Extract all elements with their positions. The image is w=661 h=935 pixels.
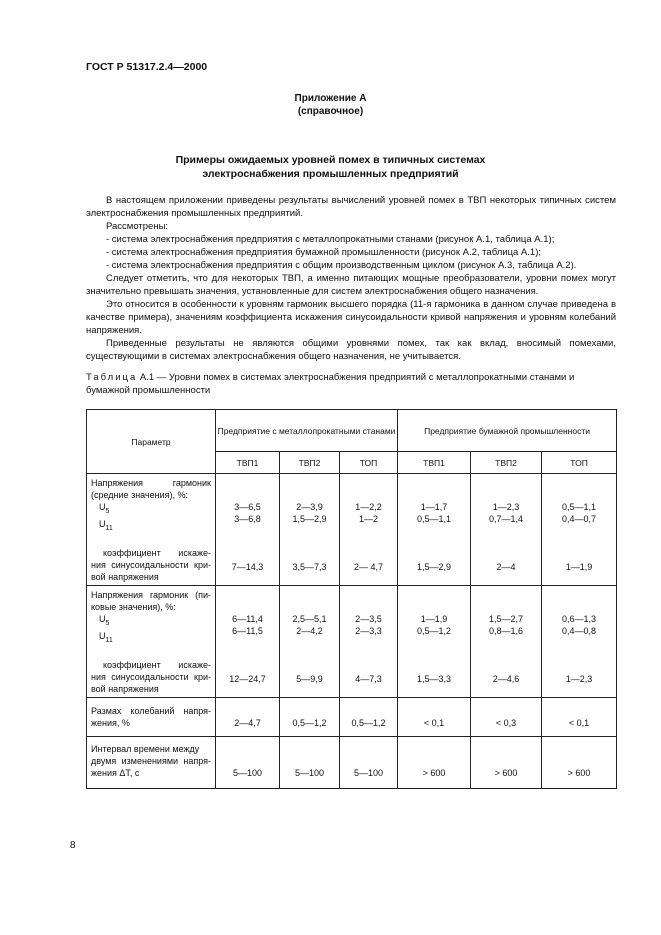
param-label: вой напряжения (91, 684, 159, 694)
param-cell (87, 698, 216, 737)
col-header: ТОП (340, 452, 398, 474)
group-header-paper: Предприятие бумажной промышленности (398, 410, 617, 452)
param-header: Параметр (87, 410, 216, 474)
paragraph: Следует отметить, что для некоторых ТВП, а именно питающих мощные преобразователи, уровни помех могут значительно превышать значения, установленные для систем электроснабжения общего назначения. (86, 273, 616, 297)
value-cell: 0,5—1,2 (280, 698, 340, 737)
interference-table (86, 409, 617, 789)
param-label: коэффициент искаже- (103, 660, 211, 670)
table-row (87, 698, 617, 737)
param-label: ковые значения), %: (91, 602, 176, 612)
value-cell: 2—4,7 (216, 698, 280, 737)
value-cell: 5—100 (340, 737, 398, 789)
value-cell: 2—3,5 2—3,3 4—7,3 (340, 586, 398, 698)
paragraph: Это относится в особенности к уровням гармоник высшего порядка (11-я гармоника в данном случае приведена в качестве примера), значениям коэффициента искажения синусоидальности кривой напряжения и уровням колебаний напряжения. (86, 299, 616, 336)
value-cell: 3—6,5 3—6,8 7—14,3 (216, 474, 280, 586)
value-cell: 1—2,3 0,7—1,4 2—4 (471, 474, 542, 586)
param-label: Напряжения гармоник (91, 478, 211, 488)
param-label: (средние значения), %: (91, 490, 189, 500)
col-header: ТОП (542, 452, 617, 474)
value-cell: 2—3,9 1,5—2,9 3,5—7,3 (280, 474, 340, 586)
value-cell: > 600 (542, 737, 617, 789)
page-number: 8 (70, 840, 76, 851)
param-label: ния синусоидальности кри- (91, 560, 211, 570)
value-cell: 5—100 (216, 737, 280, 789)
document-header: ГОСТ Р 51317.2.4—2000 (86, 61, 208, 73)
list-item: - система электроснабжения предприятия с общим производственным циклом (рисунок А.3, таблица А.2). (106, 260, 577, 271)
caption-text: А.1 — Уровни помех в системах электроснабжения предприятий с металлопрокатными станами и бумажной промышленности (86, 372, 575, 396)
appendix-title: Приложение А (294, 93, 367, 104)
param-label: Размах колебаний напря- (91, 706, 211, 716)
col-header: ТВП1 (398, 452, 471, 474)
param-label: Напряжения гармоник (пи- (91, 590, 211, 600)
value-cell: > 600 (398, 737, 471, 789)
paragraph: Рассмотрены: (106, 221, 169, 232)
table-row (87, 474, 617, 586)
list-item: - система электроснабжения предприятия бумажной промышленности (рисунок А.2, таблица А.1); (106, 247, 541, 258)
value-cell: 1—2,2 1—2 2— 4,7 (340, 474, 398, 586)
param-label: вой напряжения (91, 572, 159, 582)
value-cell: 0,5—1,1 0,4—0,7 1—1,9 (542, 474, 617, 586)
value-cell: 5—100 (280, 737, 340, 789)
param-cell (87, 737, 216, 789)
param-label: двумя изменениями напря- (91, 756, 211, 766)
u5-label: $U_5$ (99, 614, 110, 627)
param-label: Интервал времени между (91, 744, 200, 754)
value-cell: 0,5—1,2 (340, 698, 398, 737)
value-cell: 1—1,9 0,5—1,2 1,5—3,3 (398, 586, 471, 698)
value-cell: < 0,1 (542, 698, 617, 737)
param-label: ния синусоидальности кри- (91, 672, 211, 682)
value-cell: 6—11,4 6—11,5 12—24,7 (216, 586, 280, 698)
u5-label: $U_5$ (99, 502, 110, 515)
paragraph: Приведенные результаты не являются общими уровнями помех, так как вклад, вносимый помехами, существующими в системах электроснабжения общего назначения, не учитывается. (86, 338, 616, 362)
value-cell: 1—1,7 0,5—1,1 1,5—2,9 (398, 474, 471, 586)
u11-label: $U_{11}$ (99, 519, 113, 532)
col-header: ТВП2 (280, 452, 340, 474)
paragraph: В настоящем приложении приведены результаты вычислений уровней помех в ТВП некоторых типичных систем электроснабжения промышленных предприятий. (86, 195, 616, 219)
param-label: коэффициент искаже- (103, 548, 211, 558)
table-row (87, 586, 617, 698)
caption-label: Таблица (86, 372, 138, 383)
col-header: ТВП1 (216, 452, 280, 474)
value-cell: 0,6—1,3 0,4—0,8 1—2,3 (542, 586, 617, 698)
param-cell (87, 474, 216, 586)
param-label: жения, % (91, 718, 130, 728)
table-row (87, 737, 617, 789)
list-item: - система электроснабжения предприятия с металлопрокатными станами (рисунок А.1, таблица А.1); (106, 234, 555, 245)
group-header-metal: Предприятие с металлопрокатными станами (216, 410, 398, 452)
value-cell: < 0,3 (471, 698, 542, 737)
table-caption (86, 371, 616, 397)
value-cell: > 600 (471, 737, 542, 789)
section-title-line2: электроснабжения промышленных предприятий (202, 168, 459, 180)
body-text (86, 194, 616, 363)
appendix-subtitle: (справочное) (297, 106, 364, 117)
section-title-line1: Примеры ожидаемых уровней помех в типичных системах (175, 154, 486, 166)
value-cell: 1,5—2,7 0,8—1,6 2—4,6 (471, 586, 542, 698)
param-label: жения ΔT, с (91, 768, 140, 778)
param-cell (87, 586, 216, 698)
col-header: ТВП2 (471, 452, 542, 474)
u11-label: $U_{11}$ (99, 631, 113, 644)
value-cell: 2,5—5,1 2—4,2 5—9,9 (280, 586, 340, 698)
value-cell: < 0,1 (398, 698, 471, 737)
